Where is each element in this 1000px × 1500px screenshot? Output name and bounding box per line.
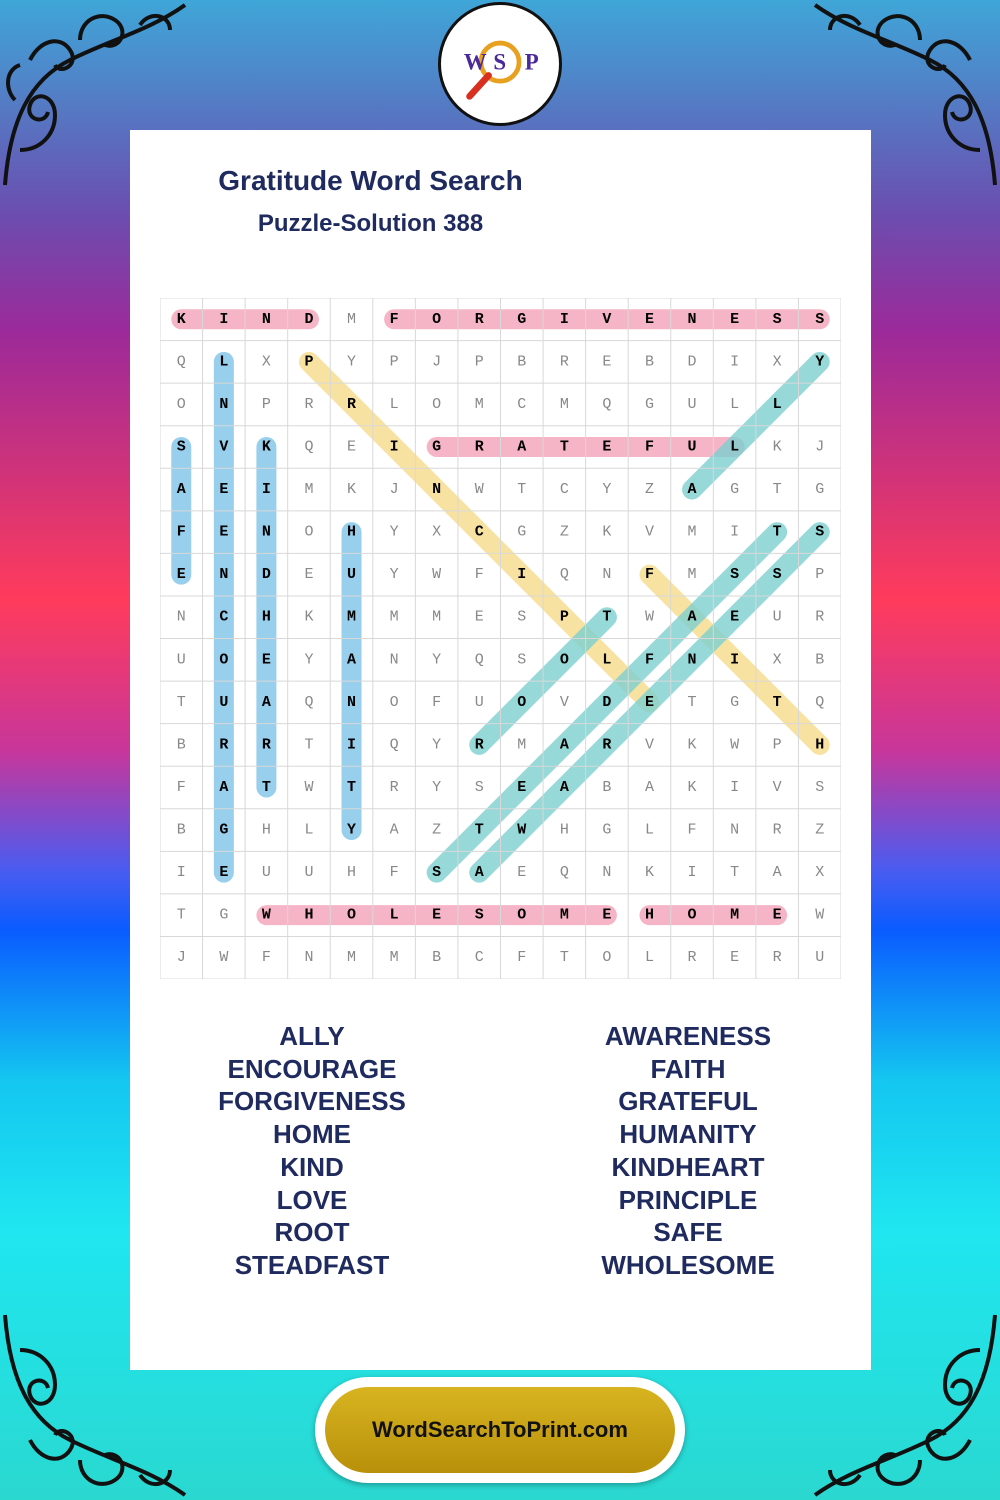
page-subtitle: Puzzle-Solution 388 bbox=[257, 210, 484, 237]
grid-cell-letter[interactable]: M bbox=[432, 608, 442, 626]
grid-cell-letter[interactable]: E bbox=[176, 566, 186, 584]
grid-cell-letter[interactable]: X bbox=[772, 651, 782, 669]
grid-cell-letter[interactable]: D bbox=[602, 693, 612, 711]
grid-cell-letter[interactable]: S bbox=[815, 778, 825, 796]
grid-cell-letter[interactable]: V bbox=[772, 778, 782, 796]
grid-cell-letter[interactable]: V bbox=[219, 438, 229, 456]
grid-cell-letter[interactable]: L bbox=[389, 395, 399, 413]
grid-cell-letter[interactable]: E bbox=[602, 438, 612, 456]
grid-cell-letter[interactable]: W bbox=[432, 566, 442, 584]
grid-cell-letter[interactable]: U bbox=[261, 864, 271, 882]
grid-cell-letter[interactable]: T bbox=[772, 523, 782, 541]
svg-text:W: W bbox=[463, 49, 487, 75]
grid-cell-letter[interactable]: E bbox=[730, 949, 740, 967]
grid-cell-letter[interactable]: N bbox=[432, 481, 442, 499]
grid-cell-letter[interactable]: U bbox=[687, 438, 697, 456]
grid-cell-letter[interactable]: N bbox=[304, 949, 314, 967]
grid-cell-letter[interactable]: R bbox=[559, 353, 569, 371]
grid-cell-letter[interactable]: N bbox=[687, 310, 697, 328]
grid-cell-letter[interactable]: I bbox=[730, 651, 740, 669]
grid-cell-letter[interactable]: M bbox=[559, 906, 569, 924]
grid-cell-letter[interactable]: D bbox=[304, 310, 314, 328]
svg-text:P: P bbox=[524, 49, 539, 75]
grid-cell-letter[interactable]: O bbox=[347, 906, 357, 924]
grid-cell-letter[interactable]: A bbox=[474, 864, 484, 882]
grid-cell-letter[interactable]: H bbox=[644, 906, 654, 924]
grid-cell-letter[interactable]: O bbox=[602, 949, 612, 967]
grid-cell-letter[interactable]: X bbox=[432, 523, 442, 541]
grid-cell-letter[interactable]: H bbox=[304, 906, 314, 924]
grid-cell-letter[interactable]: B bbox=[644, 353, 654, 371]
grid-cell-letter[interactable]: T bbox=[687, 693, 697, 711]
grid-cell-letter[interactable]: N bbox=[730, 821, 740, 839]
grid-cell-letter[interactable]: J bbox=[176, 949, 186, 967]
grid-cell-letter[interactable]: Z bbox=[432, 821, 442, 839]
grid-cell-letter[interactable]: W bbox=[644, 608, 654, 626]
grid-cell-letter[interactable]: P bbox=[559, 608, 569, 626]
grid-cell-letter[interactable]: L bbox=[602, 651, 612, 669]
grid-cell-letter[interactable]: F bbox=[176, 778, 186, 796]
grid-cell-letter[interactable]: R bbox=[304, 395, 314, 413]
grid-cell-letter[interactable]: M bbox=[517, 736, 527, 754]
word-list-right bbox=[538, 1020, 838, 1282]
word-list-item: AWARENESS bbox=[604, 1021, 772, 1051]
word-list-item: FAITH bbox=[650, 1053, 726, 1084]
grid-cell-letter[interactable]: A bbox=[261, 693, 271, 711]
grid-cell-letter[interactable]: X bbox=[261, 353, 271, 371]
grid-cell-letter[interactable]: G bbox=[602, 821, 612, 839]
grid-cell-letter[interactable]: A bbox=[389, 821, 399, 839]
grid-cell-letter[interactable]: D bbox=[261, 566, 271, 584]
grid-cell-letter[interactable]: W bbox=[815, 906, 825, 924]
grid-cell-letter[interactable]: A bbox=[644, 778, 654, 796]
grid-cell-letter[interactable]: F bbox=[644, 651, 654, 669]
grid-cell-letter[interactable]: I bbox=[730, 353, 740, 371]
word-list-item: ENCOURAGE bbox=[227, 1053, 397, 1084]
footer-site-link[interactable]: WordSearchToPrint.com bbox=[325, 1387, 675, 1473]
grid-cell-letter[interactable]: O bbox=[687, 906, 697, 924]
grid-cell-letter[interactable]: B bbox=[176, 736, 186, 754]
grid-cell-letter[interactable]: F bbox=[261, 949, 271, 967]
grid-cell-letter[interactable]: C bbox=[474, 523, 484, 541]
grid-cell-letter[interactable]: T bbox=[772, 481, 782, 499]
grid-cell-letter[interactable]: R bbox=[389, 778, 399, 796]
footer-badge[interactable] bbox=[315, 1377, 685, 1483]
grid-cell-letter[interactable]: G bbox=[815, 481, 825, 499]
grid-cell-letter[interactable]: U bbox=[304, 864, 314, 882]
word-list-item: KINDHEART bbox=[611, 1151, 765, 1182]
grid-cell-letter[interactable]: D bbox=[687, 353, 697, 371]
grid-cell-letter[interactable]: E bbox=[602, 353, 612, 371]
word-list-left bbox=[162, 1020, 462, 1282]
grid-cell-letter[interactable]: S bbox=[176, 438, 186, 456]
grid-cell-letter[interactable]: E bbox=[644, 310, 654, 328]
grid-cell-letter[interactable]: R bbox=[219, 736, 229, 754]
grid-canvas[interactable] bbox=[160, 298, 841, 979]
grid-cell-letter[interactable]: M bbox=[347, 310, 357, 328]
grid-cell-letter[interactable]: T bbox=[730, 864, 740, 882]
grid-cell-letter[interactable]: M bbox=[304, 481, 314, 499]
grid-cell-letter[interactable]: T bbox=[176, 693, 186, 711]
word-list-item: FORGIVENESS bbox=[218, 1086, 406, 1117]
grid-cell-letter[interactable]: X bbox=[772, 353, 782, 371]
grid-cell-letter[interactable]: I bbox=[730, 778, 740, 796]
word-list-item: WHOLESOME bbox=[601, 1249, 775, 1280]
grid-cell-letter[interactable]: C bbox=[474, 949, 484, 967]
grid-cell-letter[interactable]: P bbox=[815, 566, 825, 584]
grid-cell-letter[interactable]: M bbox=[687, 523, 697, 541]
grid-cell-letter[interactable]: R bbox=[261, 736, 271, 754]
grid-cell-letter[interactable]: A bbox=[687, 608, 697, 626]
grid-cell-letter[interactable]: B bbox=[432, 949, 442, 967]
grid-cell-letter[interactable]: B bbox=[815, 651, 825, 669]
grid-cell-letter[interactable]: O bbox=[304, 523, 314, 541]
grid-cell-letter[interactable]: Q bbox=[474, 651, 484, 669]
grid-cell-letter[interactable]: U bbox=[347, 566, 357, 584]
grid-cell-letter[interactable]: P bbox=[304, 353, 314, 371]
grid-cell-letter[interactable]: O bbox=[219, 651, 229, 669]
grid-cell-letter[interactable]: Q bbox=[389, 736, 399, 754]
word-list-item: ALLY bbox=[279, 1021, 345, 1051]
grid-cell-letter[interactable]: N bbox=[687, 651, 697, 669]
grid-cell-letter[interactable]: T bbox=[474, 821, 484, 839]
grid-cell-letter[interactable]: Y bbox=[432, 651, 442, 669]
grid-cell-letter[interactable]: N bbox=[219, 395, 229, 413]
grid-cell-letter[interactable]: I bbox=[261, 481, 271, 499]
grid-cell-letter[interactable]: O bbox=[432, 310, 442, 328]
grid-cell-letter[interactable]: E bbox=[304, 566, 314, 584]
grid-cell-letter[interactable]: M bbox=[687, 566, 697, 584]
grid-cell-letter[interactable]: E bbox=[347, 438, 357, 456]
grid-cell-letter[interactable]: T bbox=[304, 736, 314, 754]
grid-cell-letter[interactable]: E bbox=[219, 864, 229, 882]
grid-cell-letter[interactable]: V bbox=[559, 693, 569, 711]
word-list-item: LOVE bbox=[276, 1184, 348, 1215]
grid-cell-letter[interactable]: E bbox=[474, 608, 484, 626]
grid-cell-letter[interactable]: R bbox=[687, 949, 697, 967]
grid-cell-letter[interactable]: K bbox=[602, 523, 612, 541]
grid-cell-letter[interactable]: A bbox=[772, 864, 782, 882]
grid-cell-letter[interactable]: T bbox=[772, 693, 782, 711]
grid-cell-letter[interactable]: W bbox=[730, 736, 740, 754]
grid-cell-letter[interactable]: A bbox=[219, 778, 229, 796]
grid-cell-letter[interactable]: K bbox=[687, 736, 697, 754]
grid-cell-letter[interactable]: L bbox=[772, 395, 782, 413]
grid-cell-letter[interactable]: Z bbox=[559, 523, 569, 541]
grid-cell-letter[interactable]: Q bbox=[602, 395, 612, 413]
grid-cell-letter[interactable]: G bbox=[644, 395, 654, 413]
grid-cell-letter[interactable]: N bbox=[389, 651, 399, 669]
grid-cell-letter[interactable]: I bbox=[347, 736, 357, 754]
grid-cell-letter[interactable]: Q bbox=[304, 438, 314, 456]
grid-cell-letter[interactable]: S bbox=[815, 523, 825, 541]
grid-cell-letter[interactable]: I bbox=[219, 310, 229, 328]
grid-cell-letter[interactable]: Y bbox=[602, 481, 612, 499]
grid-cell-letter[interactable]: Y bbox=[432, 778, 442, 796]
grid-cell-letter[interactable]: R bbox=[347, 395, 357, 413]
grid-cell-letter[interactable]: S bbox=[517, 608, 527, 626]
grid-cell-letter[interactable]: S bbox=[517, 651, 527, 669]
grid-cell-letter[interactable]: P bbox=[474, 353, 484, 371]
grid-cell-letter[interactable]: G bbox=[517, 310, 527, 328]
grid-cell-letter[interactable]: F bbox=[644, 438, 654, 456]
grid-cell-letter[interactable]: W bbox=[517, 821, 527, 839]
grid-cell-letter[interactable]: J bbox=[389, 481, 399, 499]
grid-cell-letter[interactable]: M bbox=[347, 949, 357, 967]
grid-cell-letter[interactable]: T bbox=[559, 438, 569, 456]
grid-cell-letter[interactable]: K bbox=[347, 481, 357, 499]
grid-cell-letter[interactable]: Q bbox=[559, 566, 569, 584]
grid-cell-letter[interactable]: W bbox=[219, 949, 229, 967]
grid-cell-letter[interactable]: L bbox=[304, 821, 314, 839]
grid-cell-letter[interactable]: B bbox=[517, 353, 527, 371]
grid-cell-letter[interactable]: S bbox=[474, 778, 484, 796]
grid-cell-letter[interactable]: U bbox=[176, 651, 186, 669]
grid-cell-letter[interactable]: I bbox=[730, 523, 740, 541]
grid-cell-letter[interactable]: O bbox=[559, 651, 569, 669]
grid-cell-letter[interactable]: B bbox=[602, 778, 612, 796]
grid-cell-letter[interactable]: R bbox=[474, 736, 484, 754]
grid-cell-letter[interactable]: C bbox=[517, 395, 527, 413]
grid-cell-letter[interactable]: M bbox=[730, 906, 740, 924]
grid-cell-letter[interactable]: E bbox=[772, 906, 782, 924]
word-list-item: KIND bbox=[280, 1151, 344, 1182]
grid-cell-letter[interactable]: M bbox=[559, 395, 569, 413]
grid-cell-letter[interactable]: E bbox=[602, 906, 612, 924]
grid-cell-letter[interactable]: F bbox=[176, 523, 186, 541]
grid-cell-letter[interactable]: A bbox=[176, 481, 186, 499]
grid-cell-letter[interactable]: J bbox=[815, 438, 825, 456]
grid-cell-letter[interactable]: E bbox=[517, 778, 527, 796]
grid-cell-letter[interactable]: F bbox=[432, 693, 442, 711]
grid-cell-letter[interactable]: A bbox=[517, 438, 527, 456]
magnifier-icon bbox=[470, 75, 489, 96]
site-logo[interactable] bbox=[438, 2, 562, 126]
grid-cell-letter[interactable]: A bbox=[347, 651, 357, 669]
grid-cell-letter[interactable]: K bbox=[304, 608, 314, 626]
grid-cell-letter[interactable]: T bbox=[559, 949, 569, 967]
grid-cell-letter[interactable]: P bbox=[261, 395, 271, 413]
grid-cell-letter[interactable]: R bbox=[815, 608, 825, 626]
grid-cell-letter[interactable]: Y bbox=[304, 651, 314, 669]
grid-cell-letter[interactable]: O bbox=[517, 693, 527, 711]
grid-cell-letter[interactable]: A bbox=[559, 736, 569, 754]
grid-cell-letter[interactable]: R bbox=[772, 949, 782, 967]
grid-cell-letter[interactable]: R bbox=[772, 821, 782, 839]
grid-cell-letter[interactable]: F bbox=[517, 949, 527, 967]
grid-cell-letter[interactable]: H bbox=[261, 608, 271, 626]
grid-cell-letter[interactable]: F bbox=[474, 566, 484, 584]
grid-cell-letter[interactable]: E bbox=[219, 481, 229, 499]
grid-cell-letter[interactable]: C bbox=[219, 608, 229, 626]
grid-cell-letter[interactable]: H bbox=[559, 821, 569, 839]
grid-cell-letter[interactable]: E bbox=[432, 906, 442, 924]
grid-cell-letter[interactable]: F bbox=[644, 566, 654, 584]
word-list-item: HUMANITY bbox=[619, 1119, 757, 1150]
grid-cell-letter[interactable]: T bbox=[602, 608, 612, 626]
grid-cell-letter[interactable]: R bbox=[602, 736, 612, 754]
grid-cell-letter[interactable]: S bbox=[772, 566, 782, 584]
grid-cell-letter[interactable]: M bbox=[389, 608, 399, 626]
grid-cell-letter[interactable]: L bbox=[219, 353, 229, 371]
grid-cell-letter[interactable]: Q bbox=[559, 864, 569, 882]
grid-cell-letter[interactable]: N bbox=[261, 310, 271, 328]
word-list-item: GRATEFUL bbox=[618, 1086, 758, 1117]
grid-cell-letter[interactable]: H bbox=[815, 736, 825, 754]
grid-cell-letter[interactable]: T bbox=[176, 906, 186, 924]
grid-cell-letter[interactable]: N bbox=[219, 566, 229, 584]
grid-cell-letter[interactable]: V bbox=[644, 736, 654, 754]
word-list-item: STEADFAST bbox=[234, 1249, 390, 1280]
word-list-item: HOME bbox=[273, 1119, 351, 1150]
grid-cell-letter[interactable]: Y bbox=[347, 821, 357, 839]
grid-cell-letter[interactable]: S bbox=[730, 566, 740, 584]
grid-cell-letter[interactable]: M bbox=[474, 395, 484, 413]
grid-cell-letter[interactable]: E bbox=[644, 693, 654, 711]
grid-cell-letter[interactable]: U bbox=[474, 693, 484, 711]
grid-cell-letter[interactable]: E bbox=[219, 523, 229, 541]
grid-cell-letter[interactable]: N bbox=[261, 523, 271, 541]
grid-cell-letter[interactable]: G bbox=[517, 523, 527, 541]
grid-cell-letter[interactable]: F bbox=[389, 310, 399, 328]
grid-cell-letter[interactable]: G bbox=[219, 821, 229, 839]
grid-cell-letter[interactable]: G bbox=[219, 906, 229, 924]
grid-cell-letter[interactable]: K bbox=[644, 864, 654, 882]
grid-cell-letter[interactable]: I bbox=[559, 310, 569, 328]
grid-cell-letter[interactable]: N bbox=[602, 566, 612, 584]
grid-cell-letter[interactable]: V bbox=[602, 310, 612, 328]
grid-cell-letter[interactable]: A bbox=[559, 778, 569, 796]
grid-cell-letter[interactable]: Q bbox=[304, 693, 314, 711]
grid-cell-letter[interactable]: I bbox=[389, 438, 399, 456]
grid-cell-letter[interactable]: Z bbox=[644, 481, 654, 499]
grid-cell-letter[interactable]: O bbox=[517, 906, 527, 924]
grid-cell-letter[interactable]: M bbox=[347, 608, 357, 626]
word-search-grid[interactable] bbox=[160, 298, 841, 979]
grid-cell-letter[interactable]: E bbox=[730, 310, 740, 328]
grid-cell-letter[interactable]: K bbox=[687, 778, 697, 796]
grid-cell-letter[interactable]: Z bbox=[815, 821, 825, 839]
grid-cell-letter[interactable]: R bbox=[474, 310, 484, 328]
grid-cell-letter[interactable]: L bbox=[730, 438, 740, 456]
grid-cell-letter[interactable]: V bbox=[644, 523, 654, 541]
grid-cell-letter[interactable]: S bbox=[432, 864, 442, 882]
grid-cell-letter[interactable]: T bbox=[347, 778, 357, 796]
grid-cell-letter[interactable]: C bbox=[559, 481, 569, 499]
grid-cell-letter[interactable]: Y bbox=[815, 353, 825, 371]
grid-cell-letter[interactable]: W bbox=[261, 906, 271, 924]
grid-cell-letter[interactable]: R bbox=[474, 438, 484, 456]
grid-cell-letter[interactable]: L bbox=[644, 821, 654, 839]
grid-cell-letter[interactable]: U bbox=[772, 608, 782, 626]
grid-cell-letter[interactable]: F bbox=[687, 821, 697, 839]
grid-cell-letter[interactable]: L bbox=[389, 906, 399, 924]
grid-cell-letter[interactable]: I bbox=[687, 864, 697, 882]
svg-text:S: S bbox=[493, 49, 507, 75]
grid-cell-letter[interactable]: X bbox=[815, 864, 825, 882]
grid-cell-letter[interactable]: L bbox=[730, 395, 740, 413]
grid-cell-letter[interactable]: E bbox=[261, 651, 271, 669]
grid-cell-letter[interactable]: K bbox=[772, 438, 782, 456]
grid-cell-letter[interactable]: T bbox=[517, 481, 527, 499]
grid-cell-letter[interactable]: G bbox=[432, 438, 442, 456]
grid-cell-letter[interactable]: Q bbox=[176, 353, 186, 371]
grid-cell-letter[interactable]: Y bbox=[347, 353, 357, 371]
grid-cell-letter[interactable]: T bbox=[261, 778, 271, 796]
grid-cell-letter[interactable]: E bbox=[730, 608, 740, 626]
grid-cell-letter[interactable]: S bbox=[772, 310, 782, 328]
page-title: Gratitude Word Search bbox=[218, 165, 523, 196]
grid-cell-letter[interactable]: L bbox=[644, 949, 654, 967]
grid-cell-letter[interactable]: M bbox=[389, 949, 399, 967]
grid-cell-letter[interactable]: J bbox=[432, 353, 442, 371]
grid-cell-letter[interactable]: Y bbox=[389, 566, 399, 584]
grid-cell-letter[interactable]: G bbox=[730, 693, 740, 711]
grid-cell-letter[interactable]: Q bbox=[815, 693, 825, 711]
word-list-item: SAFE bbox=[653, 1217, 723, 1248]
grid-cell-letter[interactable]: H bbox=[347, 864, 357, 882]
grid-cell-letter[interactable]: G bbox=[730, 481, 740, 499]
grid-cell-letter[interactable]: O bbox=[432, 395, 442, 413]
grid-cell-letter[interactable]: U bbox=[815, 949, 825, 967]
grid-cell-letter[interactable]: A bbox=[687, 481, 697, 499]
word-list-item: ROOT bbox=[274, 1217, 350, 1248]
grid-cell-letter[interactable]: E bbox=[517, 864, 527, 882]
grid-cell-letter[interactable]: O bbox=[389, 693, 399, 711]
grid-cell-letter[interactable]: Y bbox=[389, 523, 399, 541]
grid-cell-letter[interactable]: K bbox=[261, 438, 271, 456]
grid-cell-letter[interactable]: K bbox=[176, 310, 186, 328]
grid-cell-letter[interactable]: P bbox=[389, 353, 399, 371]
grid-cell-letter[interactable]: N bbox=[602, 864, 612, 882]
grid-cell-letter[interactable]: Y bbox=[432, 736, 442, 754]
grid-cell-letter[interactable]: S bbox=[815, 310, 825, 328]
grid-cell-letter[interactable]: W bbox=[474, 481, 484, 499]
grid-cell-letter[interactable]: N bbox=[176, 608, 186, 626]
grid-cell-letter[interactable]: I bbox=[517, 566, 527, 584]
grid-cell-letter[interactable]: P bbox=[772, 736, 782, 754]
grid-cell-letter[interactable]: U bbox=[687, 395, 697, 413]
grid-cell-letter[interactable]: O bbox=[176, 395, 186, 413]
grid-cell-letter[interactable]: F bbox=[389, 864, 399, 882]
grid-cell-letter[interactable]: N bbox=[347, 693, 357, 711]
grid-cell-letter[interactable]: H bbox=[261, 821, 271, 839]
grid-cell-letter[interactable]: I bbox=[176, 864, 186, 882]
word-list-item: PRINCIPLE bbox=[618, 1184, 758, 1215]
grid-cell-letter[interactable]: W bbox=[304, 778, 314, 796]
grid-cell-letter[interactable]: S bbox=[474, 906, 484, 924]
grid-cell-letter[interactable]: U bbox=[219, 693, 229, 711]
grid-cell-letter[interactable]: B bbox=[176, 821, 186, 839]
grid-cell-letter[interactable]: H bbox=[347, 523, 357, 541]
